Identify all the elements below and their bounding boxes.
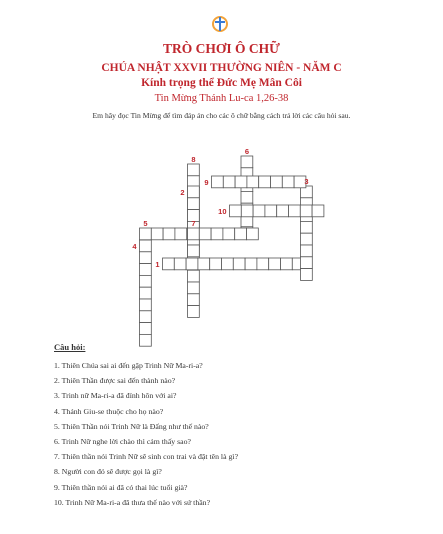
crossword-cell[interactable]: [140, 228, 152, 240]
crossword-cell[interactable]: [222, 258, 234, 270]
clue-number-6: 6: [244, 147, 249, 156]
clue-number-4: 4: [132, 241, 137, 251]
crossword-cell[interactable]: [188, 270, 200, 282]
crossword-cell[interactable]: [230, 205, 242, 217]
clue-number-5: 5: [143, 219, 148, 228]
crossword-cell[interactable]: [269, 258, 281, 270]
crossword-cell[interactable]: [301, 233, 313, 245]
crossword-cell[interactable]: [245, 258, 257, 270]
crossword-cell[interactable]: [188, 306, 200, 318]
crossword-cell[interactable]: [140, 275, 152, 287]
crossword-cell[interactable]: [188, 245, 200, 257]
crossword-cell[interactable]: [277, 205, 289, 217]
crossword-cell[interactable]: [241, 156, 253, 168]
clue-number-7: 7: [191, 219, 196, 228]
crossword-cell[interactable]: [188, 228, 200, 240]
crossword-cell[interactable]: [301, 257, 313, 269]
crossword-cell[interactable]: [235, 228, 247, 240]
question-1: 1. Thiên Chúa sai ai đến gặp Trinh Nữ Ma-ri-a?: [54, 361, 203, 370]
crossword-cell[interactable]: [241, 205, 253, 217]
crossword-cell[interactable]: [282, 176, 294, 188]
feast-theme: Kính trọng thể Đức Mẹ Mân Côi: [141, 77, 302, 89]
question-8: 8. Người con đó sẽ được gọi là gì?: [54, 467, 162, 477]
crossword-cell[interactable]: [265, 205, 277, 217]
crossword-cell[interactable]: [174, 258, 186, 270]
questions-heading: Câu hỏi:: [54, 342, 86, 352]
crossword-cell[interactable]: [175, 228, 187, 240]
crossword-cell[interactable]: [257, 258, 269, 270]
crossword-cell[interactable]: [253, 205, 265, 217]
crossword-cell[interactable]: [281, 258, 293, 270]
crossword-cell[interactable]: [312, 205, 324, 217]
crossword-cell[interactable]: [247, 228, 259, 240]
crossword-cell[interactable]: [259, 176, 271, 188]
question-10: 10. Trinh Nữ Ma-ri-a đã thưa thế nào với sứ thần?: [54, 497, 211, 507]
crossword-cell[interactable]: [140, 311, 152, 323]
crossword-cell[interactable]: [163, 228, 175, 240]
clue-number-9: 9: [204, 177, 209, 187]
crossword-cell[interactable]: [188, 294, 200, 306]
crossword-cell[interactable]: [188, 186, 200, 198]
crossword-cell[interactable]: [188, 198, 200, 210]
clue-number-10: 10: [218, 206, 227, 216]
crossword-cell[interactable]: [301, 221, 313, 233]
crossword-cell[interactable]: [271, 176, 283, 188]
crossword-cell[interactable]: [212, 176, 224, 188]
question-2: 2. Thiên Thần được sai đến thành nào?: [54, 376, 176, 386]
crossword-cell[interactable]: [247, 176, 259, 188]
crossword-cell[interactable]: [140, 323, 152, 335]
crossword-cell[interactable]: [233, 258, 245, 270]
crossword-cell[interactable]: [301, 269, 313, 281]
question-5: 5. Thiên Thần nói Trinh Nữ là Đấng như thế nào?: [54, 421, 209, 431]
question-4: 4. Thánh Giu-se thuộc cho họ nào?: [54, 406, 164, 416]
crossword-cell[interactable]: [300, 205, 312, 217]
crossword-cell[interactable]: [140, 299, 152, 311]
clue-number-3: 3: [304, 177, 309, 186]
crossword-cell[interactable]: [188, 164, 200, 176]
crossword-cell[interactable]: [140, 264, 152, 276]
crossword-cell[interactable]: [235, 176, 247, 188]
page-title: TRÒ CHƠI Ô CHỮ: [163, 41, 280, 56]
page-subtitle: CHÚA NHẬT XXVII THƯỜNG NIÊN - NĂM C: [101, 62, 342, 74]
crossword-cell[interactable]: [301, 245, 313, 257]
crossword-cell[interactable]: [188, 282, 200, 294]
crossword-cell[interactable]: [223, 228, 235, 240]
crossword-cell[interactable]: [140, 252, 152, 264]
gospel-reference: Tin Mừng Thánh Lu-ca 1,26-38: [154, 93, 289, 104]
crossword-cell[interactable]: [151, 228, 163, 240]
instruction-text: Em hãy đọc Tin Mừng để tìm đáp án cho các ô chữ bằng cách trả lời các câu hỏi sau.: [92, 111, 351, 120]
crossword-cell[interactable]: [223, 176, 235, 188]
crossword-cell[interactable]: [140, 334, 152, 346]
crossword-cell[interactable]: [289, 205, 301, 217]
crossword-cell[interactable]: [140, 287, 152, 299]
clue-number-2: 2: [180, 187, 185, 197]
crossword-cell[interactable]: [241, 191, 253, 203]
crossword-cell[interactable]: [211, 228, 223, 240]
crossword-cell[interactable]: [186, 258, 198, 270]
question-9: 9. Thiên thần nói ai đã có thai lúc tuổi già?: [54, 482, 188, 492]
question-7: 7. Thiên thần nói Trinh Nữ sẽ sinh con trai và đặt tên là gì?: [54, 452, 239, 462]
clue-number-1: 1: [155, 259, 160, 269]
crossword-cell[interactable]: [198, 258, 210, 270]
crossword-cell[interactable]: [199, 228, 211, 240]
crossword-cell[interactable]: [140, 240, 152, 252]
crossword-cell[interactable]: [210, 258, 222, 270]
clue-number-8: 8: [191, 155, 196, 164]
question-6: 6. Trinh Nữ nghe lời chào thì cảm thấy sao?: [54, 437, 191, 446]
crossword-cell[interactable]: [163, 258, 175, 270]
question-3: 3. Trinh nữ Ma-ri-a đã đính hôn với ai?: [54, 391, 177, 401]
